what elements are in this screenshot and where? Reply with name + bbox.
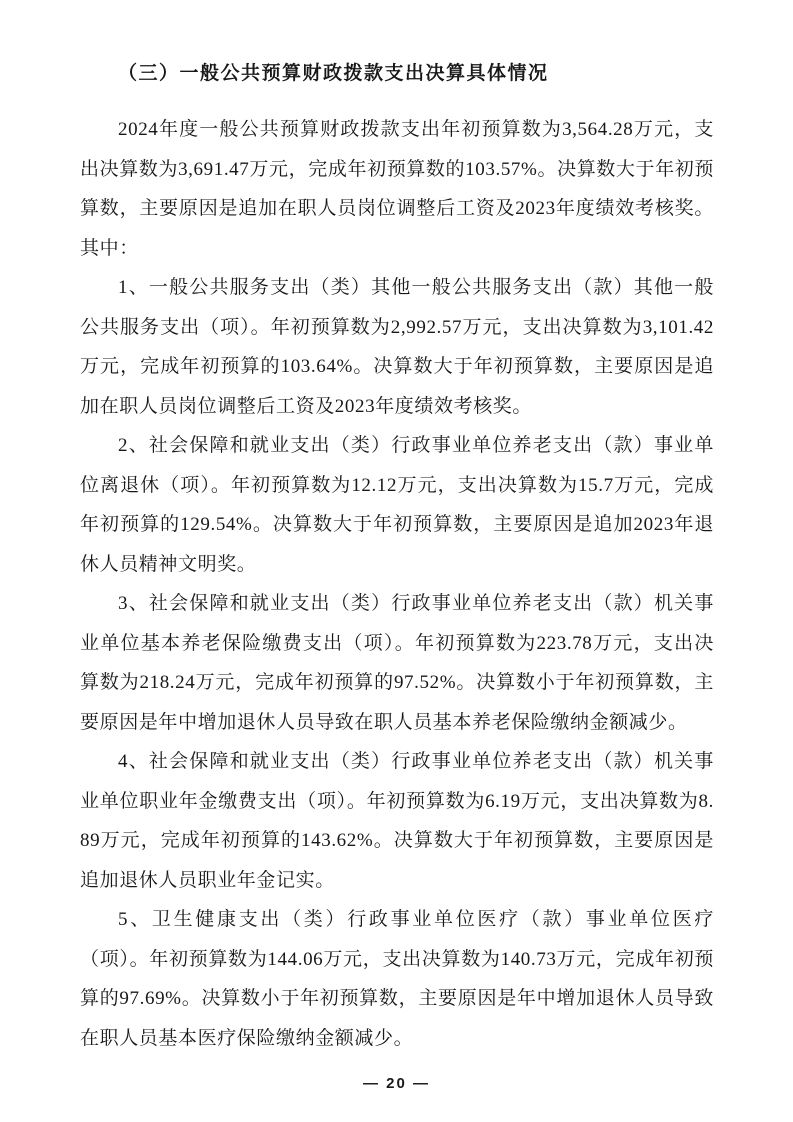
paragraph-item-4: 4、社会保障和就业支出（类）行政事业单位养老支出（款）机关事业单位职业年金缴费支出（项）。年初预算数为6.19万元，支出决算数为8.89万元，完成年初预算的143.62%。决算数大于年初预算数，主要原因是追加退休人员职业年金记实。 bbox=[80, 751, 714, 891]
paragraph-overview: 2024年度一般公共预算财政拨款支出年初预算数为3,564.28万元，支出决算数为3,691.47万元，完成年初预算数的103.57%。决算数大于年初预算数，主要原因是追加在职人员岗位调整后工资及2023年度绩效考核奖。其中： bbox=[80, 119, 714, 259]
section-heading: （三）一般公共预算财政拨款支出决算具体情况 bbox=[118, 63, 549, 84]
paragraph-item-2: 2、社会保障和就业支出（类）行政事业单位养老支出（款）事业单位离退休（项）。年初预算数为12.12万元，支出决算数为15.7万元，完成年初预算的129.54%。决算数大于年初预算数，主要原因是追加2023年退休人员精神文明奖。 bbox=[80, 435, 714, 575]
paragraph-item-3: 3、社会保障和就业支出（类）行政事业单位养老支出（款）机关事业单位基本养老保险缴费支出（项）。年初预算数为223.78万元，支出决算数为218.24万元，完成年初预算的97.52%。决算数小于年初预算数，主要原因是年中增加退休人员导致在职人员基本养老保险缴纳金额减少。 bbox=[80, 593, 714, 733]
paragraph-item-1: 1、一般公共服务支出（类）其他一般公共服务支出（款）其他一般公共服务支出（项）。年初预算数为2,992.57万元，支出决算数为3,101.42万元，完成年初预算的103.64%。决算数大于年初预算数，主要原因是追加在职人员岗位调整后工资及2023年度绩效考核奖。 bbox=[80, 277, 714, 417]
page-number: — 20 — bbox=[362, 1075, 431, 1092]
paragraph-item-5: 5、卫生健康支出（类）行政事业单位医疗（款）事业单位医疗（项）。年初预算数为144.06万元，支出决算数为140.73万元，完成年初预算的97.69%。决算数小于年初预算数，主要原因是年中增加退休人员导致在职人员基本医疗保险缴纳金额减少。 bbox=[80, 909, 714, 1049]
